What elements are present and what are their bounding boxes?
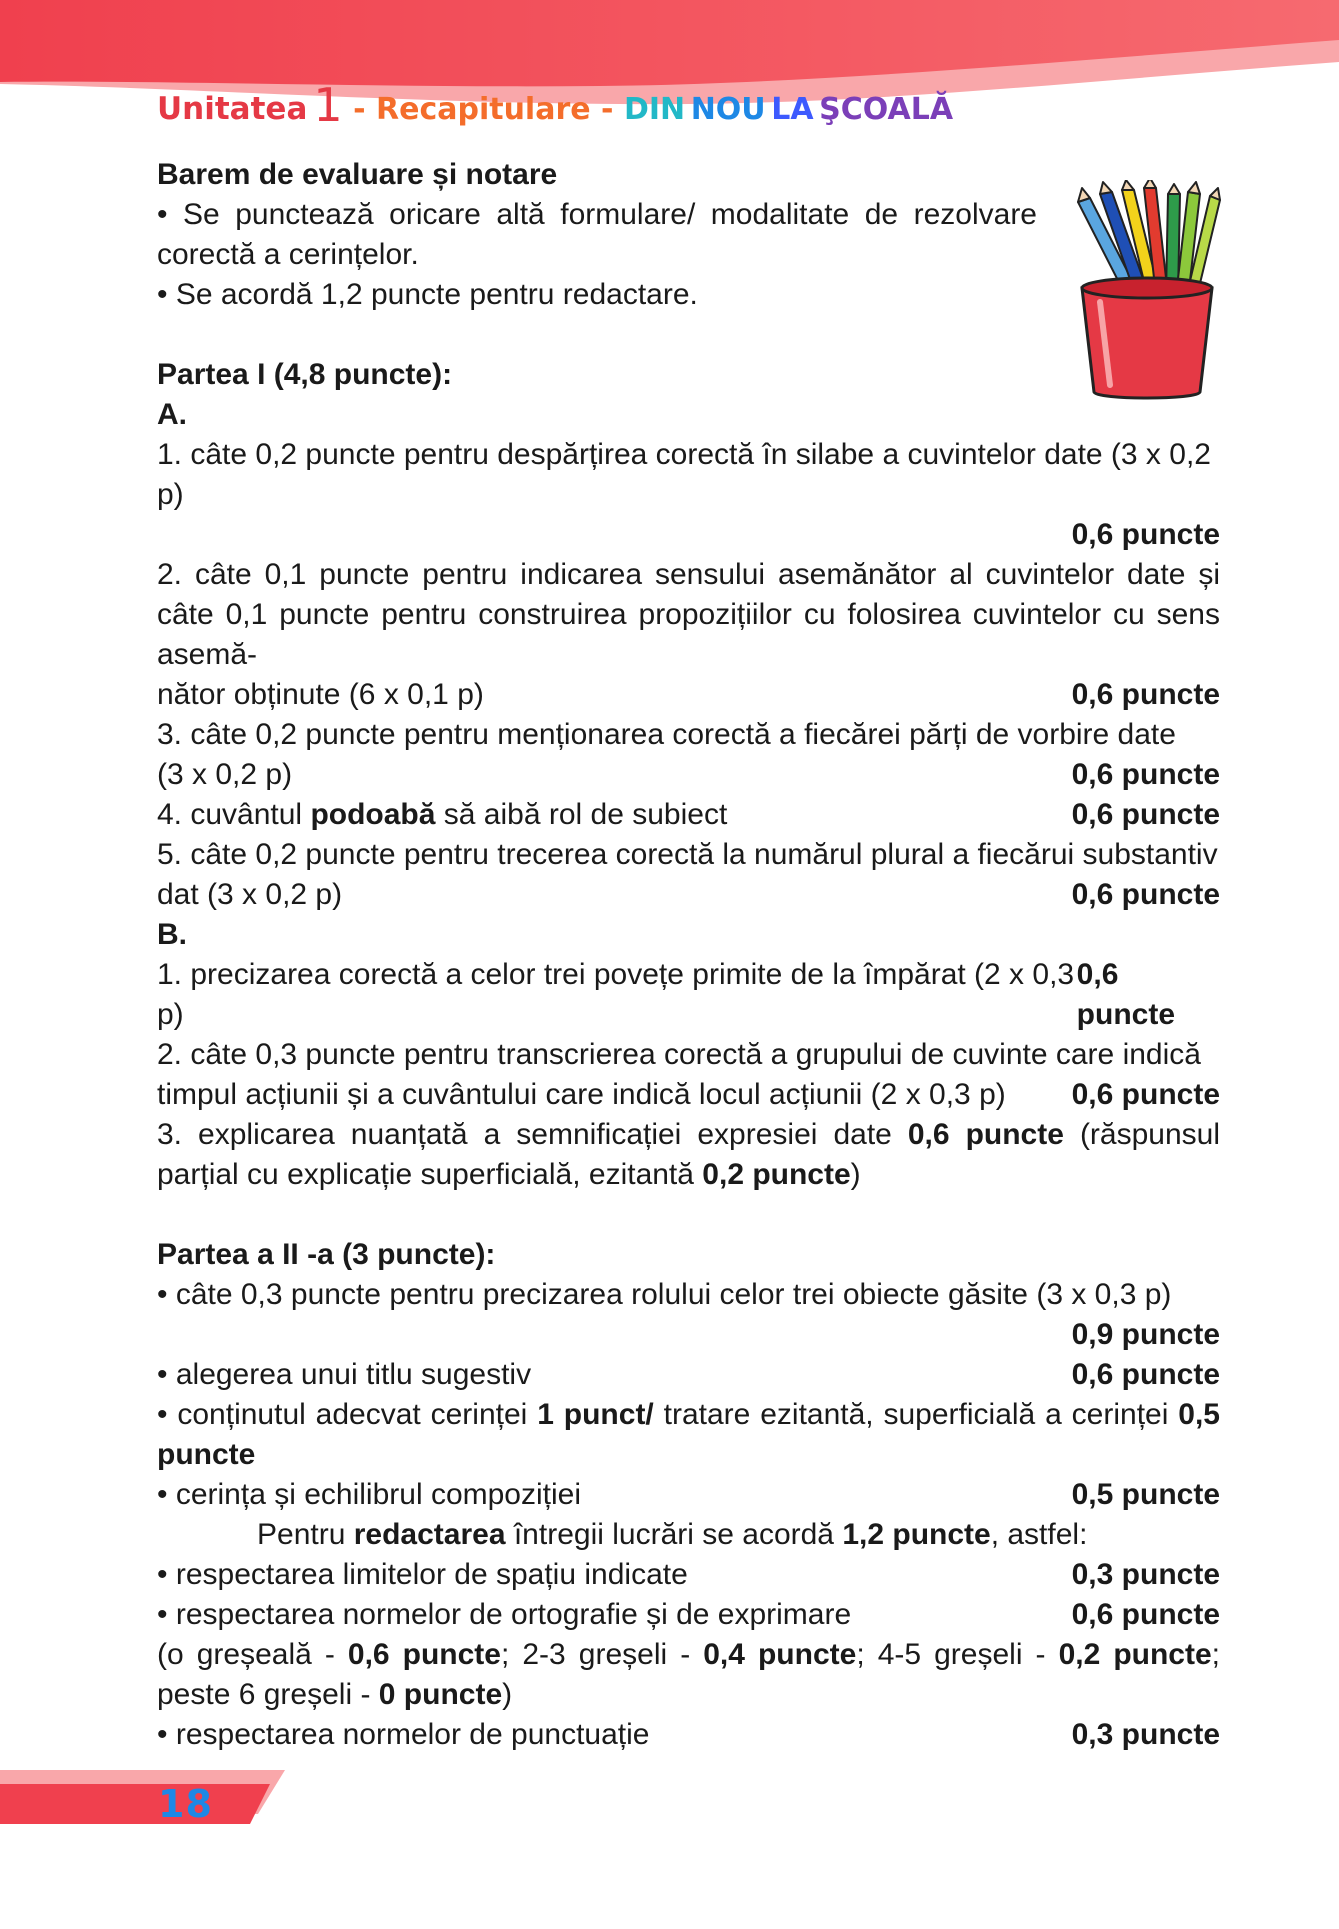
theme-word: LA: [771, 92, 814, 127]
p2-item3-bold1: 1 punct/: [537, 1398, 654, 1431]
section-b-label: B.: [157, 918, 187, 951]
b3-pre: 3. explicarea nuanțată a semnificației expresiei date: [157, 1118, 908, 1151]
unit-theme: [623, 92, 954, 127]
r3-d: 0,4 puncte: [703, 1638, 857, 1671]
red-bold2: 1,2 puncte: [842, 1518, 991, 1551]
part2-title: Partea a II -a (3 puncte):: [157, 1238, 496, 1271]
a4-pre: 4. cuvântul: [157, 798, 311, 831]
p2-item2-text: • alegerea unui titlu sugestiv: [157, 1358, 532, 1391]
r3-a: (o greșeală -: [157, 1638, 348, 1671]
p2-item1-score: 0,9 puncte: [1071, 1318, 1220, 1351]
b3-end: ): [850, 1158, 861, 1191]
p2-item3-bold2: 0,5 puncte: [157, 1398, 1220, 1471]
r4-text: • respectarea normelor de punctuație: [157, 1718, 650, 1751]
b3-bold1: 0,6 puncte: [907, 1118, 1064, 1151]
b3-bold2: 0,2 puncte: [702, 1158, 851, 1191]
a5-last-line: dat (3 x 0,2 p): [157, 878, 343, 911]
b3-mid: (răspunsul parțial cu explicație superficială, ezitantă: [157, 1118, 1221, 1191]
red-end: , astfel:: [990, 1518, 1088, 1551]
unit-number: 1: [313, 78, 343, 132]
p2-item1-text: • câte 0,3 puncte pentru precizarea rolului celor trei obiecte găsite (3 x 0,3 p): [157, 1278, 1172, 1311]
a5-score: 0,6 puncte: [1071, 878, 1220, 911]
r3-detail: [157, 1635, 1220, 1715]
intro-line-1: • Se punctează oricare altă formulare/ modalitate de rezolvare corectă a cerințelor.: [157, 198, 1037, 271]
a4-text: [157, 795, 727, 835]
theme-word: ŞCOALĂ: [819, 92, 954, 127]
barem-title: Barem de evaluare și notare: [157, 158, 558, 191]
p2-item4-score: 0,5 puncte: [1071, 1478, 1220, 1511]
r2-score: 0,6 puncte: [1071, 1598, 1220, 1631]
page-number: 18: [158, 1782, 213, 1826]
redactare-line: [157, 1515, 1220, 1555]
footer-ribbon: [0, 1770, 300, 1830]
r3-e: ; 4-5 greșeli -: [856, 1638, 1059, 1671]
p2-item3: [157, 1395, 1220, 1475]
red-mid: întregii lucrări se acordă: [505, 1518, 843, 1551]
b2-last-line: timpul acțiunii și a cuvântului care indică locul acțiunii (2 x 0,3 p): [157, 1078, 1006, 1111]
red-bold1: redactarea: [353, 1518, 506, 1551]
a2-score: 0,6 puncte: [1071, 678, 1220, 711]
red-pre: Pentru: [257, 1518, 354, 1551]
r1-score: 0,3 puncte: [1071, 1558, 1220, 1591]
r3-h: 0 puncte: [378, 1678, 503, 1711]
section-a-label: A.: [157, 398, 187, 431]
a3-text: 3. câte 0,2 puncte pentru menționarea corectă a fiecărei părți de vorbire date: [157, 718, 1176, 751]
r3-i: ): [502, 1678, 513, 1711]
r4-score: 0,3 puncte: [1071, 1718, 1220, 1751]
a4-score: 0,6 puncte: [1071, 798, 1220, 831]
a1-score: 0,6 puncte: [1071, 518, 1220, 551]
a3-last-line: (3 x 0,2 p): [157, 758, 293, 791]
p2-item2-score: 0,6 puncte: [1071, 1358, 1220, 1391]
b1-score: 0,6 puncte: [1076, 958, 1176, 1031]
p2-item3-pre: • conținutul adecvat cerinței: [157, 1398, 538, 1431]
a1-text: 1. câte 0,2 puncte pentru despărțirea corectă în silabe a cuvintelor date (3 x 0,2 p): [157, 438, 1211, 511]
a2-last-line: nător obținute (6 x 0,1 p): [157, 678, 484, 711]
part1-title: Partea I (4,8 puncte):: [157, 358, 453, 391]
p2-item4-text: • cerința și echilibrul compoziției: [157, 1478, 581, 1511]
r3-b: 0,6 puncte: [347, 1638, 501, 1671]
r3-f: 0,2 puncte: [1058, 1638, 1212, 1671]
a3-score: 0,6 puncte: [1071, 758, 1220, 791]
b3-text: [157, 1115, 1220, 1195]
content: [157, 155, 1220, 1755]
r3-g: ; peste 6 greșeli -: [157, 1638, 1221, 1711]
theme-word: NOU: [690, 92, 766, 127]
b1-text: 1. precizarea corectă a celor trei povețe primite de la împărat (2 x 0,3 p): [157, 958, 1075, 1031]
unit-word: Unitatea: [157, 91, 308, 127]
a4-post: să aibă rol de subiect: [435, 798, 728, 831]
unit-header: [157, 78, 953, 132]
a2-text: 2. câte 0,1 puncte pentru indicarea sensului asemănător al cuvintelor date și câte 0,1 puncte pentru construirea propozițiilor cu folosirea cuvintelor cu sens asemă-: [157, 558, 1220, 671]
intro-line-2: • Se acordă 1,2 puncte pentru redactare.: [157, 278, 698, 311]
a5-text: 5. câte 0,2 puncte pentru trecerea corectă la numărul plural a fiecărui substantiv: [157, 838, 1218, 871]
b2-score: 0,6 puncte: [1071, 1078, 1220, 1111]
recap-label: - Recapitulare -: [342, 92, 624, 127]
b2-text: 2. câte 0,3 puncte pentru transcrierea corectă a grupului de cuvinte care indică: [157, 1038, 1201, 1071]
r2-text: • respectarea normelor de ortografie și de exprimare: [157, 1598, 852, 1631]
p2-item3-mid: tratare ezitantă, superficială a cerinței: [653, 1398, 1179, 1431]
r1-text: • respectarea limitelor de spațiu indicate: [157, 1558, 688, 1591]
r3-c: ; 2-3 greșeli -: [500, 1638, 704, 1671]
theme-word: DIN: [623, 92, 686, 127]
a4-bold: podoabă: [310, 798, 436, 831]
